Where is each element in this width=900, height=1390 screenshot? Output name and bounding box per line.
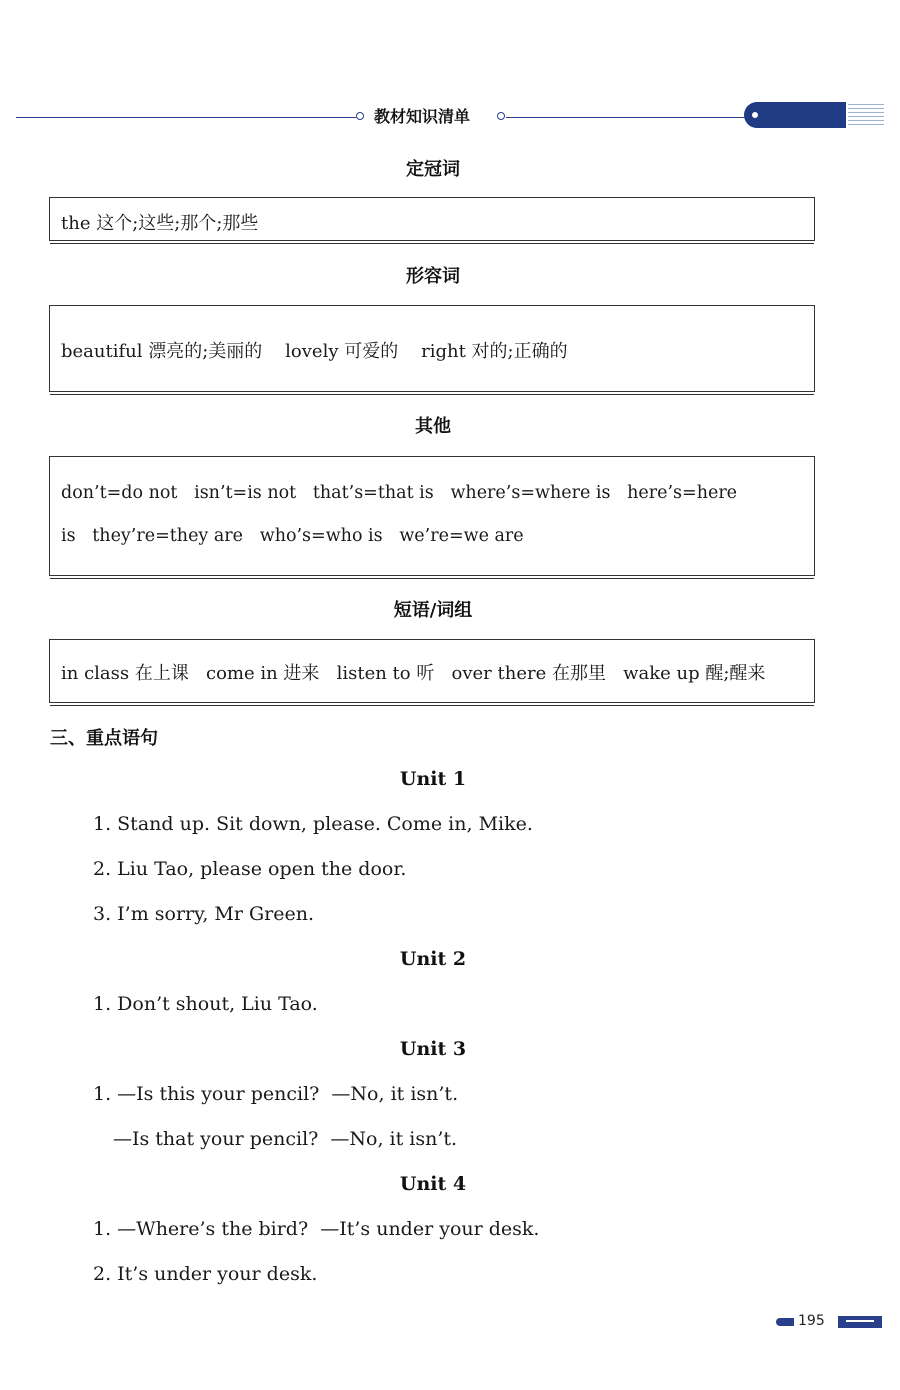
unit-title: Unit 2	[399, 948, 467, 970]
header-circle-icon	[497, 112, 505, 120]
vocab-line: the 这个;这些;那个;那些	[61, 213, 259, 234]
page-number: 195	[798, 1313, 825, 1329]
vocab-line: don’t=do not isn’t=is not that’s=that is where’s=where is here’s=here	[61, 483, 738, 503]
vocab-box-adjectives	[49, 305, 815, 392]
sentence: 3. I’m sorry, Mr Green.	[93, 903, 315, 925]
vocab-line: is they’re=they are who’s=who is we’re=we are	[61, 526, 524, 546]
vocab-line: in class 在上课 come in 进来 listen to 听 over there 在那里 wake up 醒;醒来	[61, 663, 766, 684]
sentence: 2. It’s under your desk.	[93, 1263, 318, 1285]
sentence: 1. —Is this your pencil? —No, it isn’t.	[93, 1083, 459, 1105]
vocab-line: beautiful 漂亮的;美丽的 lovely 可爱的 right 对的;正确的	[61, 341, 568, 362]
page-header	[0, 96, 900, 136]
part-title-key-sentences: 三、重点语句	[50, 728, 158, 749]
vocab-box-others	[49, 456, 815, 576]
page-number-decoration-icon	[776, 1318, 794, 1326]
page-number-bar-icon	[838, 1316, 882, 1328]
sentence: 1. —Where’s the bird? —It’s under your desk.	[93, 1218, 540, 1240]
header-title: 教材知识清单	[374, 107, 471, 126]
section-title-definite-article: 定冠词	[406, 159, 460, 180]
section-title-others: 其他	[415, 416, 451, 437]
sentence: —Is that your pencil? —No, it isn’t.	[113, 1128, 458, 1150]
header-rule-right	[506, 117, 746, 118]
unit-title: Unit 3	[399, 1038, 467, 1060]
header-stripes-icon	[848, 104, 884, 126]
sentence: 1. Don’t shout, Liu Tao.	[93, 993, 318, 1015]
header-circle-icon	[356, 112, 364, 120]
sentence: 1. Stand up. Sit down, please. Come in, Mike.	[93, 813, 533, 835]
vocab-box-phrases	[49, 639, 815, 703]
unit-title: Unit 4	[399, 1173, 467, 1195]
section-title-adjectives: 形容词	[406, 266, 460, 287]
vocab-box-definite-article	[49, 197, 815, 241]
header-rule-left	[16, 117, 356, 118]
sentence: 2. Liu Tao, please open the door.	[93, 858, 407, 880]
unit-title: Unit 1	[399, 768, 467, 790]
header-tag-icon	[744, 102, 846, 128]
section-title-phrases: 短语/词组	[393, 600, 473, 621]
